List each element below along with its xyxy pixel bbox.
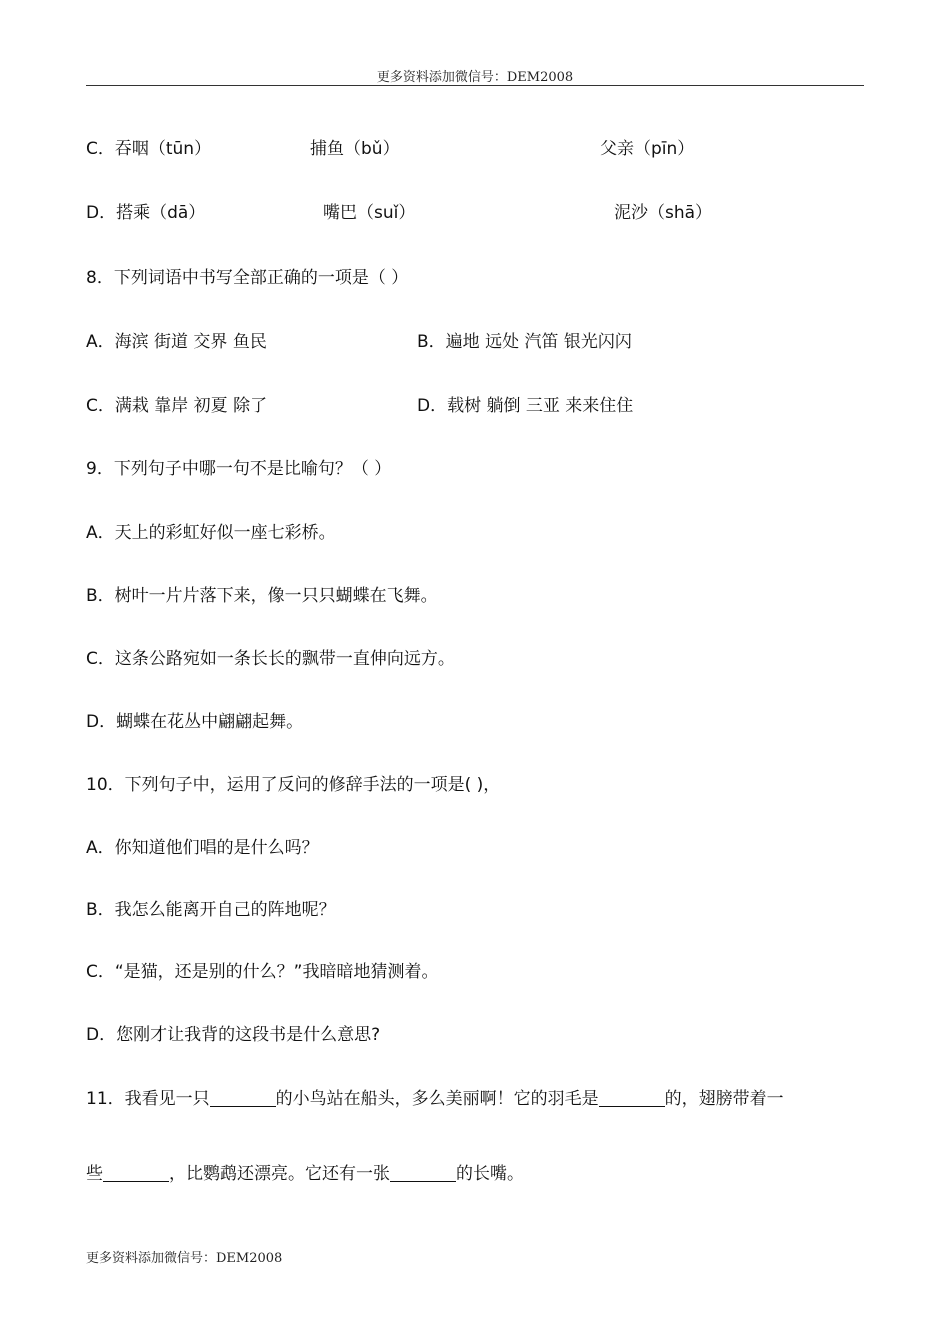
q7-option-c-3: 父亲（pīn）	[600, 139, 695, 159]
q10-stem: 10．下列句子中，运用了反问的修辞手法的一项是( )，	[86, 775, 501, 795]
q11-line-1	[86, 1087, 784, 1111]
header-divider	[86, 85, 864, 86]
q8-option-d: D．载树 躺倒 三亚 来来住住	[417, 396, 634, 416]
page-footer: 更多资料添加微信号：DEM2008	[86, 1251, 283, 1266]
q9-option-d: D．蝴蝶在花丛中翩翩起舞。	[86, 712, 304, 732]
q11-blank-3	[103, 1163, 169, 1182]
q7-option-c-1: C．吞咽（tūn）	[86, 139, 212, 159]
q8-stem: 8．下列词语中书写全部正确的一项是（ ）	[86, 268, 409, 288]
q11-line-2	[86, 1162, 524, 1186]
q11-text-2: 的小鸟站在船头，多么美丽啊！它的羽毛是	[275, 1089, 599, 1109]
q7-option-d-1: D．搭乘（dā）	[86, 203, 206, 223]
q8-option-c: C．满栽 靠岸 初夏 除了	[86, 396, 268, 416]
q11-text-6: 的长嘴。	[456, 1164, 524, 1184]
q9-stem: 9．下列句子中哪一句不是比喻句？（ ）	[86, 459, 392, 479]
q9-option-a: A．天上的彩虹好似一座七彩桥。	[86, 523, 336, 543]
q9-option-c: C．这条公路宛如一条长长的飘带一直伸向远方。	[86, 649, 455, 669]
q11-blank-4	[390, 1163, 456, 1182]
q10-option-c: C．“是猫，还是别的什么？”我暗暗地猜测着。	[86, 962, 439, 982]
q10-option-a: A．你知道他们唱的是什么吗？	[86, 838, 319, 858]
q10-option-b: B．我怎么能离开自己的阵地呢？	[86, 900, 336, 920]
q11-blank-1	[210, 1088, 276, 1107]
q9-option-b: B．树叶一片片落下来，像一只只蝴蝶在飞舞。	[86, 586, 438, 606]
q7-option-c-2: 捕鱼（bǔ）	[310, 139, 400, 159]
q11-text-3: 的，翅膀带着一	[664, 1089, 784, 1109]
q11-text-1: 11．我看见一只	[86, 1089, 210, 1109]
q11-blank-2	[599, 1088, 665, 1107]
q11-text-4: 些	[86, 1164, 103, 1184]
page-header: 更多资料添加微信号：DEM2008	[376, 70, 574, 85]
q8-option-a: A．海滨 街道 交界 鱼民	[86, 332, 267, 352]
q8-option-b: B．遍地 远处 汽笛 银光闪闪	[417, 332, 632, 352]
q7-option-d-3: 泥沙（shā）	[614, 203, 713, 223]
q7-option-d-2: 嘴巴（suǐ）	[323, 203, 416, 223]
q10-option-d: D．您刚才让我背的这段书是什么意思?	[86, 1025, 381, 1045]
q11-text-5: ，比鹦鹉还漂亮。它还有一张	[169, 1164, 390, 1184]
